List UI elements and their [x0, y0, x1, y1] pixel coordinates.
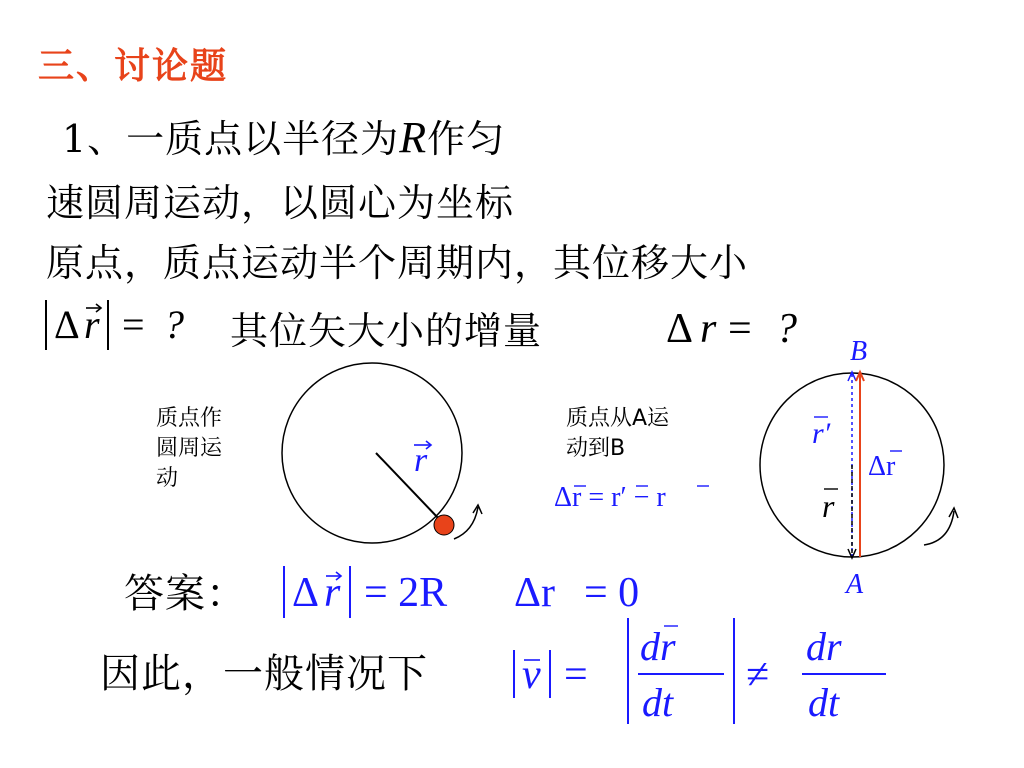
question-line-2: 速圆周运动，以圆心为坐标 [46, 181, 515, 225]
answer-eq2-rhs: = 0 [584, 570, 640, 616]
displacement-magnitude-formula [40, 292, 230, 356]
svg-text:Δ: Δ [666, 306, 695, 352]
point-A-label: A [846, 569, 864, 595]
svg-text:Δ: Δ [292, 570, 320, 616]
figure2-equation-text: Δr = r′ − r [554, 482, 666, 513]
question-mark: ? [164, 302, 185, 347]
answer-label: 答案： [124, 571, 247, 617]
figure1-caption-line: 动 [156, 466, 179, 491]
svg-text:r: r [700, 306, 718, 352]
not-equal-sign: ≠ [746, 652, 770, 698]
equals-sign: = [122, 302, 146, 347]
svg-text:?: ? [776, 306, 798, 352]
radius-symbol: R [399, 113, 428, 162]
svg-text:v: v [522, 652, 541, 698]
fraction1-denominator: dt [642, 680, 674, 725]
r-label: r [822, 488, 835, 524]
figure2-caption-line: 质点从A运 [566, 406, 670, 431]
r-prime-label: r′ [812, 417, 831, 450]
section-heading: 三、讨论题 [38, 45, 229, 87]
question-line-1-text: 1、一质点以半径为 [62, 117, 400, 161]
figure2-caption-line: 动到B [566, 436, 626, 461]
point-B-label: B [850, 336, 868, 367]
figure2-displacement-diagram [752, 335, 982, 595]
conclusion-formula [506, 612, 906, 732]
svg-text:=: = [564, 652, 588, 698]
answer-eq2-lhs: Δr [514, 570, 555, 616]
svg-text:r: r [84, 302, 101, 347]
conclusion-label: 因此，一般情况下 [100, 651, 428, 697]
fraction2-denominator: dt [808, 680, 840, 725]
figure2-equation [552, 478, 762, 518]
figure1-r-label: r [414, 442, 428, 479]
svg-text:Δ: Δ [54, 302, 81, 347]
question-line-3: 原点，质点运动半个周期内，其位移大小 [46, 241, 749, 285]
svg-text:r: r [324, 570, 341, 616]
answer-eq1-rhs: = 2R [364, 570, 448, 616]
figure1-particle [434, 515, 454, 535]
figure1-caption [156, 404, 222, 494]
fraction1-numerator: dr [640, 624, 676, 669]
fraction2-numerator: dr [806, 624, 842, 669]
question-line-1 [62, 108, 505, 163]
figure2-caption [566, 404, 669, 464]
delta-r-label: Δr [868, 451, 896, 482]
svg-text:=: = [728, 306, 753, 352]
figure1-circular-motion [270, 355, 500, 575]
figure1-caption-line: 质点作 [156, 406, 223, 431]
position-vector-increment-text: 其位矢大小的增量 [230, 309, 543, 353]
figure1-radius-vector [376, 453, 440, 520]
figure1-caption-line: 圆周运 [156, 436, 223, 461]
question-line-1-end: 作匀 [427, 117, 506, 161]
